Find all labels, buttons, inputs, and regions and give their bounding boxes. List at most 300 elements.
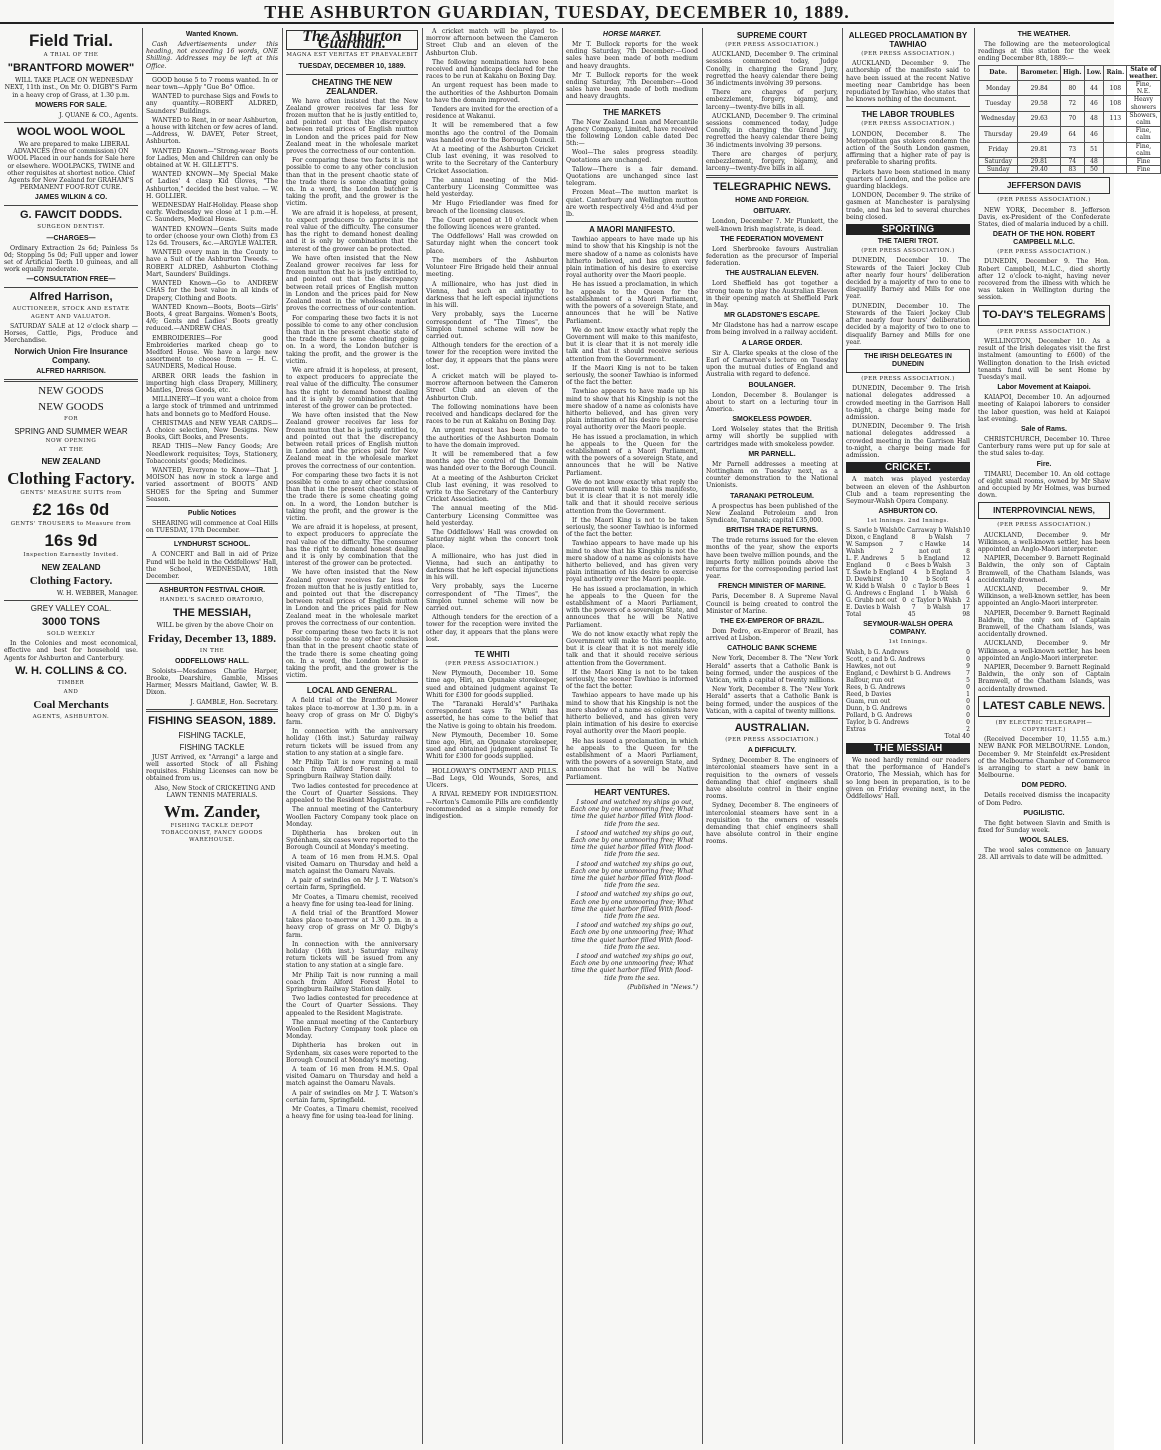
news-paragraph: DUNEDIN, December 10. The Stewards of the Taieri Jockey Club after nearly four hours' deliberation decided by a majority of two to one to disqualify Barney and Mills for one year.	[846, 257, 970, 301]
opera-row	[846, 656, 970, 663]
opera-row	[846, 684, 970, 691]
eleven-heading: THE AUSTRALIAN ELEVEN.	[725, 270, 819, 278]
news-paragraph: Diphtheria has broken out in Sydenham, six cases were reported to the Borough Council at Monday's meeting.	[286, 829, 418, 852]
tackle-heading-2: FISHING TACKLE	[179, 742, 245, 752]
brazil-heading: THE EX-EMPEROR OF BRAZIL.	[719, 617, 825, 625]
weather-cell: 29.40	[1018, 166, 1061, 174]
opera-runs: 0	[966, 648, 970, 656]
leader-paragraph: We are afraid it is hopeless, at present, to expect producers to appreciate the real value of the difficulty. The consumer has the right to demand honest dealing and it is only by combination that the interest of the grower can be protected.	[286, 209, 418, 253]
score-runs: 8	[966, 548, 970, 556]
news-paragraph: A prospectus has been published of the New Zealand Petroleum and Iron Syndicate, Taranaki; capital £35,000.	[706, 502, 838, 524]
poem-stanza: I stood and watched my ships go out, Each one by one unmooring free; What time the quiet harbor filled With flood-tide from the sea.	[570, 922, 694, 951]
paper-date: TUESDAY, DECEMBER 10, 1889.	[298, 62, 406, 70]
score-first: 7	[899, 541, 904, 549]
weather-cell: 108	[1104, 81, 1127, 96]
agents-signature: J. QUANE & CO., Agents.	[59, 111, 138, 119]
opera-name: Scott, c and b G. Andrews	[846, 655, 925, 663]
wilkin-name: JAMES WILKIN & CO.	[34, 194, 108, 202]
column-rule	[422, 28, 423, 1444]
score-second: c Taylor b Bees	[912, 583, 960, 591]
poem-stanza: I stood and watched my ships go out, Each one by one unmooring free; What time the quiet harbor filled With flood-tide from the sea.	[570, 891, 694, 920]
news-paragraph: We do not know exactly what reply the Government will make to this manifesto, but it is clear that it is not merely idle talk and that it should receive serious attention from the Government.	[566, 326, 698, 363]
also-text: Also, New Stock of CRICKETING AND LAWN TENNIS MATERIALS.	[154, 784, 276, 799]
weather-cell: 29.63	[1018, 111, 1061, 126]
divider	[146, 506, 278, 507]
weather-cell: 29.81	[1018, 158, 1061, 166]
weather-cell: 64	[1060, 127, 1084, 142]
divider	[846, 106, 970, 107]
classified-ad: READ THIS—New Fancy Goods; Are Needlework requisites; Toys, Stationery, Tobacconists' goods; Medicines.	[146, 443, 278, 465]
score-runs: 4	[966, 576, 970, 584]
opera-runs: 5	[966, 676, 970, 684]
news-paragraph: In connection with the anniversary holiday (16th inst.) Saturday railway return tickets will be issued from any station to any station at a single fare.	[286, 728, 418, 757]
column-4	[426, 28, 558, 1446]
innings-header: 1st Innings. 2nd Innings.	[866, 518, 950, 525]
fawcit-heading: G. FAWCIT DODDS.	[19, 209, 123, 222]
opera-runs: 0	[966, 683, 970, 691]
nz-heading-2: NEW ZEALAND	[41, 562, 101, 572]
weather-cell: 44	[1084, 81, 1104, 96]
british-trade-heading: BRITISH TRADE RETURNS.	[726, 527, 818, 535]
total-second: 98	[962, 611, 970, 619]
taranaki-heading: TARANAKI PETROLEUM.	[730, 492, 814, 500]
interprovincial-heading: INTERPROVINCIAL NEWS,	[978, 502, 1110, 519]
cable-subtitle: (BY ELECTRIC TELEGRAPH—COPYRIGHT.)	[995, 719, 1093, 734]
opera-runs: 0	[966, 711, 970, 719]
classified-ad: WANTED Known—Boots, Boots—Girls' Boots, 4 great Bargains. Women's Boots, 4/6; Gents and Ladies' Boots greatly reduced.—ANDREW CHAS.	[146, 303, 278, 333]
wool-heading: WOOL WOOL WOOL	[16, 126, 126, 139]
leader-paragraph: We have often insisted that the New Zealand grower receives far less for frozen mutton that he is justly entitled to, and pointed out that the discrepancy between retail prices of English mutton in London and the prices paid for New Zealand meat in the wholesale market proves the correctness of our contention.	[286, 569, 418, 627]
column-rule	[702, 28, 703, 1444]
grey-valley-heading: GREY VALLEY COAL.	[30, 603, 112, 613]
column-rule	[142, 28, 143, 1444]
leader-paragraph: We are afraid it is hopeless, at present, to expect producers to appreciate the real value of the difficulty. The consumer has the right to demand honest dealing and it is only by combination that the interest of the grower can be protected.	[286, 524, 418, 568]
weather-cell: Monday	[979, 81, 1018, 96]
opera-name: Extras	[846, 725, 866, 733]
score-second: b England	[926, 569, 958, 577]
weather-cell: 50	[1084, 166, 1104, 174]
weather-cell	[1104, 158, 1127, 166]
column-5	[566, 28, 698, 1446]
opera-row	[846, 670, 970, 677]
weather-text: The following are the meteorological readings at this station for the week ending December 8th, 1889:—	[978, 41, 1110, 63]
news-paragraph: A field trial of the Brantford Mower takes place to-morrow at 1.30 p.m. in a heavy crop of grass on Mr O. Digby's farm.	[286, 909, 418, 939]
surgeon-label: SURGEON DENTIST.	[37, 224, 105, 231]
public-notices-heading: Public Notices	[187, 509, 237, 517]
score-second: b Scott	[926, 576, 948, 584]
supreme-court-heading: SUPREME COURT	[736, 31, 808, 40]
opera-row	[846, 677, 970, 684]
press-association-label: (PER PRESS ASSOCIATION.)	[861, 121, 955, 128]
large-order-heading: A LARGE ORDER.	[741, 339, 803, 347]
leader-paragraph: We have often insisted that the New Zealand grower receives far less for frozen mutton that he is justly entitled to, and pointed out that the discrepancy between retail prices of English mutton in London and the prices paid for New Zealand meat in the wholesale market proves the correctness of our contention.	[286, 412, 418, 470]
column-7	[846, 28, 970, 1446]
news-paragraph: Two ladies contested for precedence at the Court of Quarter Sessions. They appealed to the Resident Magistrate.	[286, 782, 418, 805]
total-label: Total	[846, 611, 862, 619]
weather-cell: 72	[1060, 96, 1084, 111]
tons-heading: 3000 TONS	[42, 615, 100, 628]
classified-ad: ARBER ORR leads the fashion in importing high class Drapery, Millinery, Mantles, Dress Goods, etc.	[146, 372, 278, 394]
news-paragraph: If the Maori King is not to be taken seriously, the sooner Tawhiao is informed of the fact the better.	[566, 668, 698, 691]
opera-name: Guam, run out	[846, 697, 891, 705]
news-paragraph: Sydney, December 8. The engineers of intercolonial steamers have sent in a requisition to the owners of vessels demanding that chief engineers shall have absolute control in their engine rooms.	[706, 757, 838, 801]
news-paragraph: New York, December 8. The "New York Herald" asserts that a Catholic Bank is being formed, under the auspices of the Vatican, with a capital of twenty millions.	[706, 686, 838, 715]
parnell-heading: MR PARNELL.	[748, 450, 796, 458]
score-first: 5	[900, 555, 905, 563]
weather-row	[979, 142, 1161, 157]
score-second: b Walsh	[927, 604, 951, 612]
score-row	[846, 548, 970, 555]
weather-cell: 73	[1060, 142, 1084, 157]
news-paragraph: He has issued a proclamation, in which he appeals to the Queen for the establishment of a Maori Parliament, with the powers of a sovereign State, and announces that he will be Native Parliament.	[566, 433, 698, 477]
telegraphic-heading: TELEGRAPHIC NEWS.	[713, 181, 831, 194]
news-paragraph: Sir A. Clarke speaks at the close of the Earl of Carnarvon's lecture on Tuesday upon the mutual duties of England and Australia with regard to defence.	[706, 349, 838, 379]
news-paragraph: New York, December 8. The "New York Herald" asserts that a Catholic Bank is being formed, under the auspices of the Vatican, with a capital of twenty millions.	[706, 655, 838, 684]
classified-ad: WANTED KNOWN—My Special Make of Ladies' 4 clasp Kid Gloves, "The Ashburton," decided the best value. — W. H. GOLLIER.	[146, 171, 278, 200]
handel-label: HANDEL'S SACRED ORATORIO,	[159, 597, 265, 604]
news-paragraph: A team of 16 men from H.M.S. Opal visited Oamaru on Thursday and held a match against the Oamaru Navals.	[286, 1066, 418, 1088]
news-paragraph: A team of 16 men from H.M.S. Opal visited Oamaru on Thursday and held a match against the Oamaru Navals.	[286, 853, 418, 875]
tackle-heading: FISHING TACKLE,	[178, 730, 246, 740]
score-runs: 5	[966, 569, 970, 577]
divider	[566, 784, 698, 785]
score-runs: 1	[966, 583, 970, 591]
score-second: c Bees b Walsh	[905, 562, 952, 570]
fire-heading: Fire.	[1036, 460, 1052, 468]
score-name: W. Kidd b Walsh	[846, 583, 895, 591]
score-second: c Taylor b Walsh	[911, 597, 962, 605]
opera-name: Rees, b G. Andrews	[846, 683, 906, 691]
weather-cell: 29.81	[1018, 142, 1061, 157]
weather-cell: 29.49	[1018, 127, 1061, 142]
paper-title: The Ashburton Guardian.	[286, 30, 418, 50]
score-second: b England	[917, 555, 950, 563]
opera-runs: 2	[966, 725, 970, 733]
news-paragraph: Wool—The sales progress steadily. Quotations are unchanged.	[566, 149, 698, 164]
column-rule	[842, 28, 843, 1444]
score-first: 0	[886, 562, 891, 570]
soloists-text: Soloists—Mesdames Charlie Harper, Brooke, Dearshire, Gamble, Misses Harmer, Messrs Maitland, Gawler, W. B. Dixon.	[146, 667, 278, 697]
news-paragraph: Mr Philip Tait is now running a mail coach from Alford Forest Hotel to Springburn Railway Station daily.	[286, 971, 418, 993]
news-paragraph: Mr Parnell addresses a meeting at Nottingham on Tuesday next, as a counter demonstration to the National Unionists.	[706, 460, 838, 490]
poem-stanza: I stood and watched my ships go out, Each one by one unmooring free; What time the quiet harbor filled With flood-tide from the sea.	[570, 798, 694, 828]
news-paragraph: LONDON, December 8. The Metropolitan gas stokers condemn the action of the South London gasmen, affirming that a higher rate of pay is preferable to sharing profits.	[846, 130, 970, 167]
irish-delegates-heading: THE IRISH DELEGATES IN DUNEDIN	[846, 349, 970, 373]
score-row	[846, 562, 970, 569]
press-association-label: (PER PRESS ASSOCIATION.)	[445, 661, 539, 668]
will-be-given: WILL be given by the above Choir on	[156, 622, 274, 630]
weather-cell: 29.84	[1018, 81, 1061, 96]
sale-rams-heading: Sale of Rams.	[1021, 425, 1067, 433]
leader-heading: CHEATING THE NEW ZEALANDER.	[311, 77, 393, 96]
for-label: FOR	[64, 416, 78, 423]
gladstone-heading: MR GLADSTONE'S ESCAPE.	[724, 312, 820, 320]
news-paragraph: There are charges of perjury, embezzlement, forgery, bigamy, and larceny—twenty-five bills in all.	[706, 150, 838, 173]
weather-cell: Sunday	[979, 166, 1018, 174]
trial-line: A TRIAL OF THE	[43, 52, 99, 58]
news-paragraph: We do not know exactly what reply the Government will make to this manifesto, but it is clear that it is not merely idle talk and that it should receive serious attention from the Government.	[566, 478, 698, 515]
news-paragraph: The Oddfellows' Hall was crowded on Saturday night when the concert took place.	[426, 233, 558, 255]
column-rule	[282, 28, 283, 1444]
in-the-label: IN THE	[199, 647, 225, 654]
score-runs: 12	[962, 555, 970, 563]
weather-cell	[1104, 127, 1127, 142]
alfred-signature: ALFRED HARRISON.	[36, 368, 106, 376]
news-paragraph: He has issued a proclamation, in which he appeals to the Queen for the establishment of a Maori Parliament, with the powers of a sovereign State, and announces that he will be Native Parliament.	[566, 737, 698, 781]
score-name: W. Sampson	[846, 541, 883, 549]
weather-cell: 108	[1104, 96, 1127, 111]
score-runs: 17	[962, 604, 970, 612]
news-paragraph: The following nominations have been received and handicaps declared for the races to be run at Kakahu on Boxing Day.	[426, 58, 558, 81]
classified-ad: MILLINERY—If you want a choice from a large stock of trimmed and untrimmed hats and bonnets go to Medford House.	[146, 396, 278, 418]
wanted-known-heading: Wanted Known.	[185, 31, 239, 38]
opera-name: Walsh, b G. Andrews	[846, 648, 909, 656]
weather-cell: 80	[1060, 81, 1084, 96]
divider	[146, 537, 278, 538]
news-paragraph: AUCKLAND, December 9. The criminal sessions commenced today, Judge Conolly, in charging the Grand Jury, regretted the heavy calendar there being 36 indictments involving 39 persons.	[706, 51, 838, 88]
news-paragraph: London, December 7. Mr Plunkett, the well-known Irish magistrate, is dead.	[706, 218, 838, 233]
federation-heading: THE FEDERATION MOVEMENT	[720, 235, 824, 243]
news-paragraph: The fight between Slavin and Smith is fixed for Sunday week.	[978, 819, 1110, 835]
suit-price: £2 16s 0d	[32, 500, 110, 520]
messiah-heading: THE MESSIAH,	[172, 607, 252, 620]
news-paragraph: NEW YORK, December 8. Jefferson Davis, ex-President of the Confederate States, died of malaria induced by a chill.	[978, 206, 1110, 229]
nz-heading: NEW ZEALAND	[41, 457, 101, 467]
news-paragraph: AUCKLAND, December 9. The authorship of the manifesto said to have been issued at the recent Native meeting near Cambridge has been repudiated by Tawhiao, who states that he knows nothing of the document.	[846, 60, 970, 104]
score-name: Dixon, c England	[846, 534, 898, 542]
harrison-text: SATURDAY SALE at 12 o'clock sharp — Horses, Cattle, Pigs, Produce and Merchandise.	[4, 322, 138, 345]
news-paragraph: TIMARU, December 10. An old cottage of eight small rooms, owned by Mr Shaw and occupied by Mr Holmes, was burned down.	[978, 470, 1110, 500]
weather-cell: 74	[1060, 158, 1084, 166]
french-minister-heading: FRENCH MINISTER OF MARINE.	[718, 583, 826, 591]
divider	[286, 682, 418, 683]
divider	[4, 379, 138, 382]
charges-heading: —CHARGES—	[46, 234, 96, 242]
news-paragraph: Pickets have been stationed in many quarters of London, and the police are guarding blacklegs.	[846, 168, 970, 191]
clothing-heading-2: Clothing Factory.	[29, 574, 113, 587]
obituary-heading: OBITUARY.	[753, 208, 791, 216]
news-paragraph: We need hardly remind our readers that the performance of Handel's Oratorio, The Messiah, which has for so long been in preparation, is to be given on Friday evening next, in the Oddfellows' Hall.	[846, 756, 970, 800]
field-trial-heading: Field Trial.	[28, 31, 114, 50]
campbell-heading: DEATH OF THE HON. ROBERT CAMPBELL M.L.C.	[992, 231, 1096, 247]
weather-heading: THE WEATHER.	[1017, 31, 1071, 38]
opera-row	[846, 705, 970, 712]
press-association-label: (PER PRESS ASSOCIATION.)	[861, 51, 955, 57]
scorecard	[846, 527, 970, 611]
local-general-heading: LOCAL AND GENERAL.	[306, 686, 398, 696]
news-paragraph: There are charges of perjury, embezzlement, forgery, bigamy, and larceny—twenty-five bills in all.	[706, 89, 838, 111]
cricket-heading: CRICKET.	[846, 462, 970, 473]
harrison-heading: Alfred Harrison,	[29, 291, 113, 304]
markets-heading: THE MARKETS	[603, 107, 661, 117]
opera-runs: 1	[966, 690, 970, 698]
weather-cell: 48	[1084, 158, 1104, 166]
opera-name: Balfour, run out	[846, 676, 895, 684]
divider	[286, 74, 418, 75]
news-paragraph: The annual meeting of the Mid-Canterbury Licensing Committee was held yesterday.	[426, 176, 558, 199]
news-paragraph: CHRISTCHURCH, December 10. Three Canterbury rams were put up for sale at the stud sales to-day.	[978, 435, 1110, 458]
leader-paragraph: For comparing these two facts it is not possible to come to any other conclusion than that in the present chaotic state of the trade there is some cheating going on. In a word, the London butcher is taking the profit, and the grower is the victim.	[286, 314, 418, 365]
score-runs: 3	[966, 562, 970, 570]
opera-name: England, c Dewhirst b G. Andrews	[846, 669, 951, 677]
weather-column-header: Date.	[979, 65, 1018, 80]
opera-row	[846, 649, 970, 656]
weather-row	[979, 166, 1161, 174]
opera-row	[846, 698, 970, 705]
divider	[706, 175, 838, 178]
news-paragraph: Mr T. Bullock reports for the week ending Saturday, 7th December:—Good sales have been made of both medium and heavy draughts.	[566, 71, 698, 101]
press-association-label: (PER PRESS ASSOCIATION.)	[861, 248, 955, 255]
maori-manifesto-heading: A MAORI MANIFESTO.	[589, 225, 675, 235]
opera-row	[846, 691, 970, 698]
press-association-label: (PER PRESS ASSOCIATION.)	[997, 522, 1091, 529]
divider	[4, 205, 138, 206]
news-paragraph: Details received dismiss the incapacity of Dom Pedro.	[978, 792, 1110, 807]
news-paragraph: KAIAPOI, December 10. An adjourned meeting of Kaiapoi laborers to consider the labor question, was held at Kaiapoi last evening.	[978, 394, 1110, 423]
news-paragraph: New Plymouth, December 10. Some time ago, Hiri, an Opunake storekeeper, sued and obtained judgment against Te Whiti for £300 for goods supplied.	[426, 670, 558, 699]
total-line	[846, 611, 970, 618]
news-paragraph: Paris, December 8. A Supreme Naval Council is being created to control the Minister of Marine.	[706, 593, 838, 615]
score-first: 7	[911, 604, 916, 612]
zander-heading: Wm. Zander,	[163, 802, 261, 822]
score-first: 0	[902, 597, 907, 605]
score-name: G. Andrews c England	[846, 590, 914, 598]
newspaper-title: THE ASHBURTON GUARDIAN, TUESDAY, DECEMBER 10, 1889.	[264, 2, 850, 22]
score-first: 0	[901, 583, 906, 591]
opera-row	[846, 719, 970, 726]
home-foreign-heading: HOME AND FOREIGN.	[735, 197, 809, 205]
divider	[426, 764, 558, 765]
weather-column-header: State of weather.	[1127, 65, 1161, 80]
news-paragraph: An urgent request has been made to the authorities of the Ashburton Domain to have the domain improved.	[426, 82, 558, 104]
news-paragraph: Tawhiao appears to have made up his mind to show that his Kingship is not the mere shadow of a name as colonists have hitherto believed, and has given very plain intimation of his desire to exercise royal authority over the Maori people.	[566, 692, 698, 736]
press-association-label: (PER PRESS ASSOCIATION.)	[997, 249, 1091, 256]
score-runs: 7	[966, 534, 970, 542]
news-paragraph: An urgent request has been made to the authorities of the Ashburton Domain to have the domain improved.	[426, 427, 558, 449]
timber-label: TIMBER	[57, 679, 85, 686]
weather-cell: Saturday	[979, 158, 1018, 166]
weather-row	[979, 127, 1161, 142]
score-name: England	[846, 562, 872, 570]
difficulty-heading: A DIFFICULTY.	[747, 747, 797, 755]
and-label: AND	[63, 688, 79, 695]
score-name: E. Davies b Walsh	[846, 604, 901, 612]
weather-cell: 29.58	[1018, 96, 1061, 111]
classified-ad: CHRISTMAS and NEW YEAR CARDS—A choice selection, New Designs. New Books, Gift Books, and Presents.	[146, 419, 278, 442]
news-paragraph: Lord Wolseley states that the British army will shortly be supplied with cartridges made with smokeless powder.	[706, 426, 838, 448]
wanted-known-subtitle: Cash Advertisements under this heading, not exceeding 16 words, ONE Shilling. Addresses may be left at this Office.	[146, 41, 278, 70]
shearing-notice: SHEARING will commence at Coal Hills on TUESDAY, 17th December.	[146, 519, 278, 535]
opera-name: Taylor, b G. Andrews	[846, 718, 909, 726]
news-paragraph: The Oddfellows' Hall was crowded on Saturday night when the concert took place.	[426, 529, 558, 551]
news-paragraph: Frozen Meat—The mutton market is quiet. Canterbury and Wellington mutton are worth respectively 4½d and 4¼d per lb.	[566, 189, 698, 219]
score-first: 8	[911, 534, 916, 542]
weather-cell: Showers, calm	[1127, 111, 1161, 126]
divider	[706, 718, 838, 719]
news-paragraph: Mr Philip Tait is now running a mail coach from Alford Forest Hotel to Springburn Railway Station daily.	[286, 759, 418, 781]
opera-runs: 0	[966, 697, 970, 705]
friday-date: Friday, December 13, 1889.	[147, 632, 277, 645]
score-row	[846, 541, 970, 548]
opera-row	[846, 726, 970, 733]
news-paragraph: DUNEDIN, December 9. The Irish national delegates addressed a crowded meeting in the Garrison Hall to-night, a charge being made for admission.	[846, 385, 970, 421]
gamble-signature: J. GAMBLE, Hon. Secretary.	[190, 698, 278, 706]
dom-pedro-heading: DOM PEDRO.	[1021, 782, 1067, 790]
news-paragraph: Tawhiao appears to have made up his mind to show that his Kingship is not the mere shadow of a name as colonists have hitherto believed, and has given very plain intimation of his desire to exercise royal authority over the Maori people.	[566, 236, 698, 280]
news-paragraph: A field trial of the Brantford Mower takes place to-morrow at 1.30 p.m. in a heavy crop of grass on Mr O. Digby's farm.	[286, 697, 418, 727]
score-name: Walsh	[846, 548, 865, 556]
news-paragraph: Two ladies contested for precedence at the Court of Quarter Sessions. They appealed to the Resident Magistrate.	[286, 995, 418, 1017]
news-paragraph: At a meeting of the Ashburton Cricket Club last evening, it was resolved to write to the Secretary of the Canterbury Cricket Association.	[426, 474, 558, 504]
news-paragraph: The members of the Ashburton Volunteer Fire Brigade held their annual meeting.	[426, 256, 558, 279]
score-name: L. F. Andrews	[846, 555, 888, 563]
weather-cell: 51	[1084, 142, 1104, 157]
opera-name: Reed, b Davies	[846, 690, 892, 698]
score-name: D. Dewhirst	[846, 576, 883, 584]
pugilistic-heading: PUGILISTIC.	[1023, 809, 1065, 817]
te-whiti-heading: TE WHITI	[474, 650, 510, 660]
weather-column-header: Rain.	[1104, 65, 1127, 80]
poem-stanza: I stood and watched my ships go out, Each one by one unmooring free; What time the quiet harbor filled With flood-tide from the sea.	[570, 860, 694, 890]
press-association-label: (PER PRESS ASSOCIATION.)	[861, 375, 955, 382]
weather-cell	[1104, 166, 1127, 174]
press-association-label: (PER PRESS ASSOCIATION.)	[997, 328, 1091, 335]
news-paragraph: At a meeting of the Ashburton Cricket Club last evening, it was resolved to write to the Secretary of the Canterbury Cricket Association.	[426, 146, 558, 175]
press-association-label: (PER PRESS ASSOCIATION.)	[725, 737, 819, 743]
news-paragraph: A pair of swindles on Mr J. T. Watson's certain farm, Springfield.	[286, 877, 418, 892]
score-first: 4	[913, 569, 918, 577]
opera-name: Pollard, b G. Andrews	[846, 711, 913, 719]
news-paragraph: Lord Sheffield has got together a strong team to play the Australian Eleven in their opening match at Sheffield Park in May.	[706, 280, 838, 310]
news-paragraph: The wool sales commence on January 28. All arrivals to date will be admitted.	[978, 847, 1110, 862]
news-paragraph: We do not know exactly what reply the Government will make to this manifesto, but it is clear that it is not merely idle talk and that it should receive serious attention from the Government.	[566, 630, 698, 667]
weather-cell: 46	[1084, 96, 1104, 111]
now-opening: NOW OPENING	[45, 437, 97, 444]
score-first: 0	[897, 527, 902, 535]
classified-ad: WANTED Known—Go to ANDREW CHAS for the best value in all kinds of Drapery, Clothing and Boots.	[146, 280, 278, 302]
classified-ad: WANTED to purchase Sigs and Fowls to any quantity.—ROBERT ALDRED, Saunders' Buildings.	[146, 93, 278, 115]
inspection-label: Inspection Earnestly Invited.	[23, 552, 119, 559]
news-paragraph: Tallow—There is a fair demand. Quotations are unchanged since last telegram.	[566, 165, 698, 188]
horse-market-heading: HORSE MARKET.	[602, 31, 662, 38]
news-paragraph: Very probably, says the Lucerne correspondent of "The Times", the Simplon tunnel scheme will now be carried out.	[426, 311, 558, 340]
weather-cell: Fine, calm	[1127, 142, 1161, 157]
score-second: c Carraway b Walsh	[901, 527, 963, 535]
divider	[4, 600, 138, 601]
score-runs: 14	[962, 541, 970, 549]
latest-cable-heading: LATEST CABLE NEWS.	[978, 696, 1110, 717]
divider	[146, 73, 278, 74]
taieri-trot-heading: THE TAIERI TROT.	[877, 238, 939, 246]
news-paragraph: It will be remembered that a few months ago the control of the Domain was handed over to the Borough Council.	[426, 450, 558, 473]
score-row	[846, 534, 970, 541]
score-runs: 10	[962, 527, 970, 535]
score-second: b Walsh	[928, 534, 953, 542]
total-first: 45	[907, 611, 916, 619]
new-goods-heading-2: NEW GOODS	[38, 401, 104, 414]
news-paragraph: The annual meeting of the Canterbury Woollen Factory Company took place on Monday.	[286, 806, 418, 828]
score-name: S. Sawle b Walsh	[846, 527, 898, 535]
suits-label: GENTS' MEASURE SUITS from	[20, 490, 122, 497]
news-paragraph: Diphtheria has broken out in Sydenham, six cases were reported to the Borough Council at Monday's meeting.	[286, 1042, 418, 1064]
score-row	[846, 555, 970, 562]
sporting-heading: SPORTING	[846, 224, 970, 235]
classified-ad: GOOD house 5 to 7 rooms wanted. In or near town—Apply "Gue Bo" Office.	[146, 76, 279, 92]
opera-total: Total 40	[944, 732, 970, 740]
news-paragraph: Dom Pedro, ex-Emperor of Brazil, has arrived at Lisbon.	[706, 627, 838, 643]
weather-column-header: Barometer.	[1018, 65, 1061, 80]
tackle-text: JUST Arrived, ex "Arrangi" a large and well assorted Stock of all Fishing requisites. Fishing Licenses can now be obtained from us.	[146, 753, 278, 783]
